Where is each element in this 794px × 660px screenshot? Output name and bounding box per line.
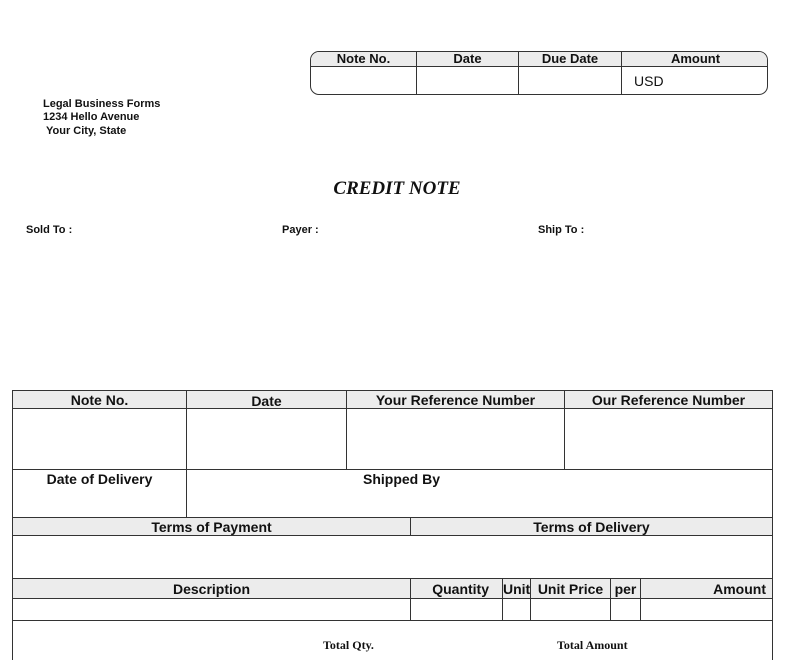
amount-header: Amount <box>640 578 773 599</box>
total-qty-label: Total Qty. <box>323 638 374 652</box>
summary-note-no-field[interactable] <box>311 67 416 73</box>
terms-of-delivery-header: Terms of Delivery <box>410 517 773 536</box>
your-reference-field[interactable] <box>346 408 565 470</box>
shipped-by-cell[interactable] <box>186 469 773 518</box>
our-reference-field[interactable] <box>564 408 773 470</box>
payer-label: Payer : <box>282 224 319 236</box>
date-field[interactable] <box>186 408 347 470</box>
summary-due-date-column <box>519 52 622 94</box>
terms-field[interactable] <box>12 535 773 579</box>
ship-to-label: Ship To : <box>538 224 585 236</box>
unit-field[interactable] <box>502 598 531 621</box>
description-header: Description <box>12 578 411 599</box>
date-of-delivery-cell[interactable] <box>12 469 187 518</box>
summary-amount-currency[interactable]: USD <box>634 73 664 89</box>
date-of-delivery-label: Date of Delivery <box>46 471 153 487</box>
unit-price-header: Unit Price <box>530 578 611 599</box>
note-no-header: Note No. <box>12 390 187 409</box>
summary-due-date-field[interactable] <box>519 67 621 73</box>
total-amount-label: Total Amount <box>557 638 628 652</box>
description-field[interactable] <box>12 598 411 621</box>
terms-of-payment-header: Terms of Payment <box>12 517 411 536</box>
our-reference-header: Our Reference Number <box>564 390 773 409</box>
date-header: Date <box>186 390 347 409</box>
quantity-header: Quantity <box>410 578 503 599</box>
company-city: Your City, State <box>46 125 127 137</box>
company-street: 1234 Hello Avenue <box>43 111 140 123</box>
note-no-field[interactable] <box>12 408 187 470</box>
unit-price-field[interactable] <box>530 598 611 621</box>
shipped-by-label: Shipped By <box>363 471 441 487</box>
summary-note-no-header: Note No. <box>311 52 416 67</box>
amount-field[interactable] <box>640 598 773 621</box>
summary-box <box>310 51 768 95</box>
your-reference-header: Your Reference Number <box>346 390 565 409</box>
summary-amount-header: Amount <box>622 52 768 67</box>
summary-due-date-header: Due Date <box>519 52 621 67</box>
sold-to-label: Sold To : <box>26 224 73 236</box>
summary-date-header: Date <box>417 52 518 67</box>
summary-date-column <box>417 52 519 94</box>
per-field[interactable] <box>610 598 641 621</box>
summary-note-no-column <box>311 52 417 94</box>
unit-header: Unit <box>502 578 531 599</box>
summary-date-field[interactable] <box>417 67 518 73</box>
document-title: CREDIT NOTE <box>333 178 461 199</box>
totals-area <box>12 620 773 660</box>
company-name: Legal Business Forms <box>43 98 161 110</box>
quantity-field[interactable] <box>410 598 503 621</box>
per-header: per <box>610 578 641 599</box>
summary-amount-column <box>622 52 768 94</box>
